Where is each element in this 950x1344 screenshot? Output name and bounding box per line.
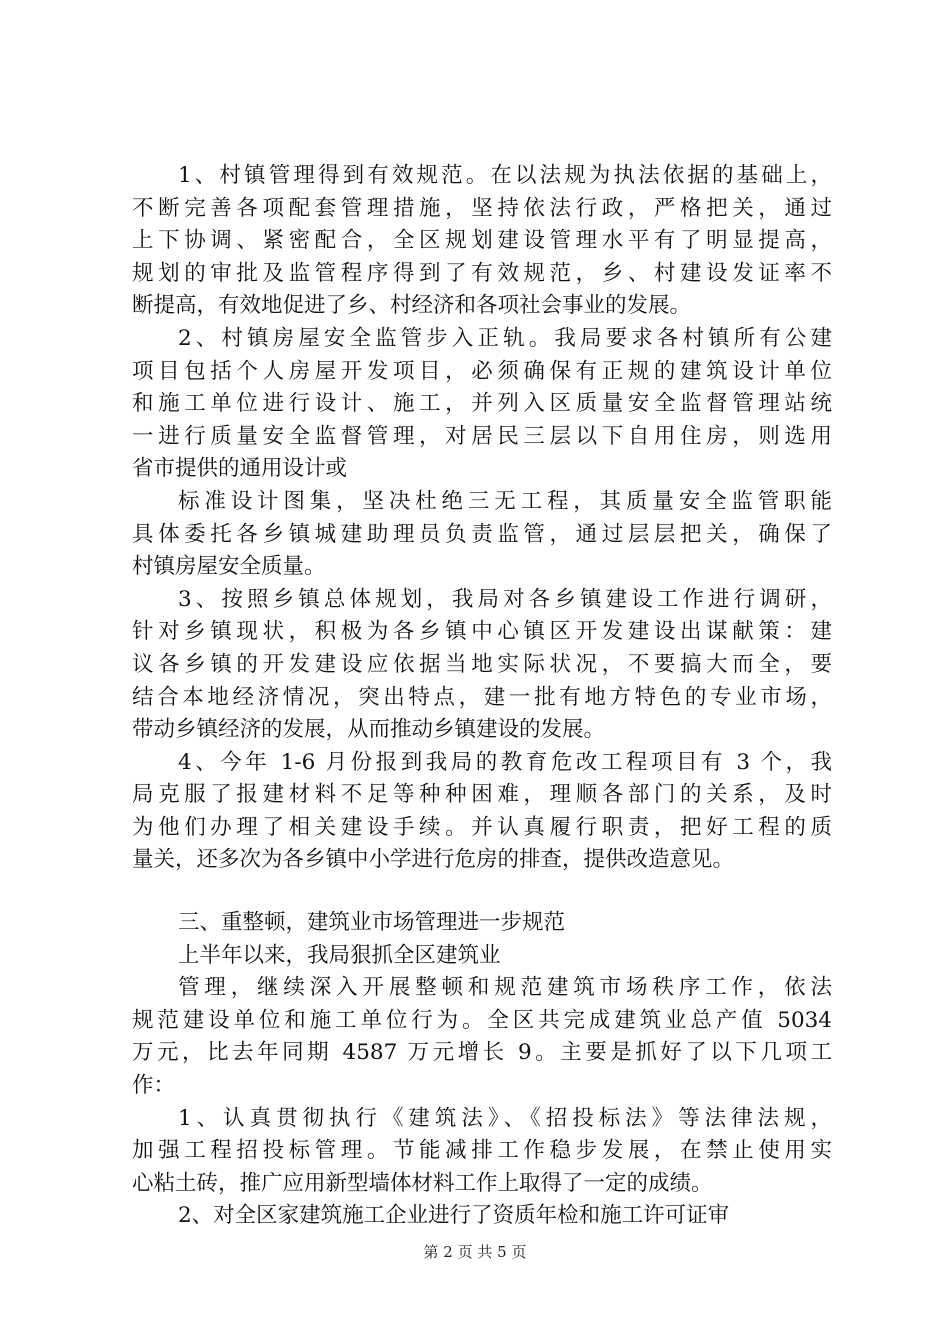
text-line: 针对乡镇现状，积极为各乡镇中心镇区开发建设出谋献策：建 [132,619,832,645]
text-line: 为他们办理了相关建设手续。并认真履行职责，把好工程的质 [132,814,832,840]
paragraph [132,160,832,323]
text-line: 标准设计图集，坚决杜绝三无工程，其质量安全监管职能 [178,488,832,514]
text-line: 局克服了报建材料不足等种种困难，理顺各部门的关系，及时 [132,782,832,808]
paragraph [132,486,832,584]
text-line: 心粘土砖，推广应用新型墙体材料工作上取得了一定的成绩。 [132,1170,713,1196]
paragraph [132,1200,832,1233]
text-line: 1、认真贯彻执行《建筑法》、《招投标法》等法律法规， [178,1105,832,1131]
text-line: 带动乡镇经济的发展，从而推动乡镇建设的发展。 [132,717,606,743]
paragraph [132,940,832,973]
paragraph [132,972,832,1102]
text-line: 3、按照乡镇总体规划，我局对各乡镇建设工作进行调研， [178,586,832,612]
paragraph [132,323,832,486]
document-body [132,160,832,1233]
text-line: 加强工程招投标管理。节能减排工作稳步发展，在禁止使用实 [132,1138,832,1164]
page-number-footer: 第 2 页 共 5 页 [423,1243,527,1261]
text-line: 2、村镇房屋安全监管步入正轨。我局要求各村镇所有公建 [178,325,832,351]
text-line: 议各乡镇的开发建设应依据当地实际状况，不要搞大而全，要 [132,651,832,677]
text-line: 断提高，有效地促进了乡、村经济和各项社会事业的发展。 [132,293,692,319]
paragraph [132,1103,832,1201]
text-line: 村镇房屋安全质量。 [132,554,326,580]
text-line: 1、村镇管理得到有效规范。在以法规为执法依据的基础上， [178,163,832,188]
paragraph [132,907,832,940]
text-line: 量关，还多次为各乡镇中小学进行危房的排查，提供改造意见。 [132,847,735,873]
text-line: 具体委托各乡镇城建助理员负责监管，通过层层把关，确保了 [132,521,832,547]
text-line: 省市提供的通用设计或 [132,456,348,482]
section-spacer [132,877,832,907]
text-line: 管理，继续深入开展整顿和规范建筑市场秩序工作，依法 [178,975,832,1001]
text-line: 万元，比去年同期 4587 万元增长 9。主要是抓好了以下几项工 [132,1040,832,1066]
text-line: 上半年以来，我局狠抓全区建筑业 [178,942,501,968]
paragraph [132,584,832,747]
text-line: 一进行质量安全监督管理，对居民三层以下自用住房，则选用 [132,423,832,449]
text-line: 和施工单位进行设计、施工，并列入区质量安全监督管理站统 [132,391,832,417]
paragraph [132,747,832,877]
text-line: 上下协调、紧密配合，全区规划建设管理水平有了明显提高， [132,228,832,254]
text-line: 作： [132,1073,176,1099]
text-line: 2、对全区家建筑施工企业进行了资质年检和施工许可证审 [178,1203,730,1229]
text-line: 4、今年 1-6 月份报到我局的教育危改工程项目有 3 个，我 [178,749,832,775]
text-line: 项目包括个人房屋开发项目，必须确保有正规的建筑设计单位 [132,358,832,384]
text-line: 不断完善各项配套管理措施，坚持依法行政，严格把关，通过 [132,195,832,221]
text-line: 规划的审批及监管程序得到了有效规范，乡、村建设发证率不 [132,260,832,286]
text-line: 结合本地经济情况，突出特点，建一批有地方特色的专业市场， [132,684,832,710]
text-line: 三、重整顿，建筑业市场管理进一步规范 [178,910,566,936]
text-line: 规范建设单位和施工单位行为。全区共完成建筑业总产值 5034 [132,1007,832,1033]
